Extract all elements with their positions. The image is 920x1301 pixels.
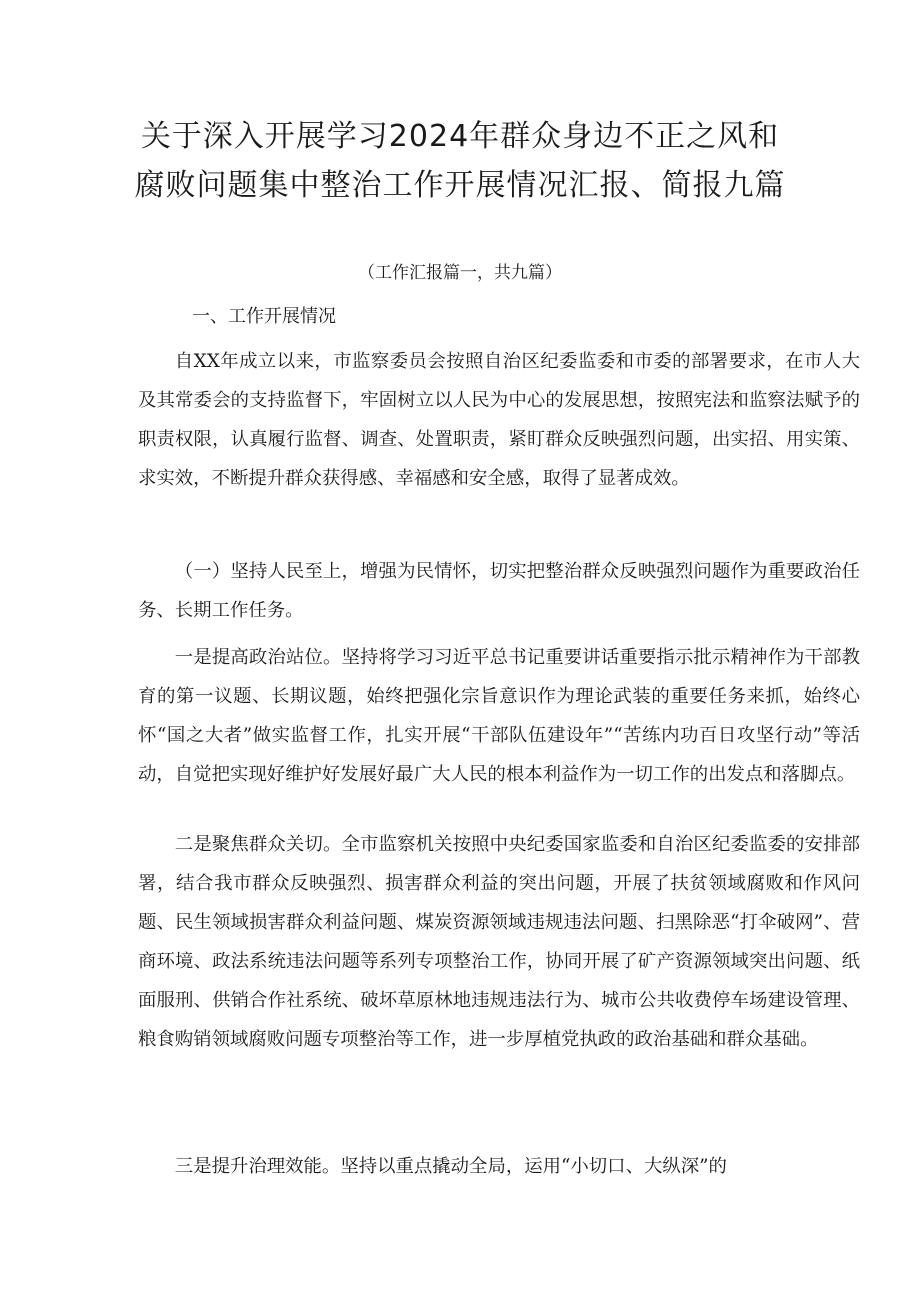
paragraph-point-3: 三是提升治理效能。坚持以重点撬动全局，运用“小切口、大纵深”的 — [174, 1156, 727, 1177]
paragraph-intro: 自XX年成立以来，市监察委员会按照自治区纪委监委和市委的部署要求，在市人大及其常委会的支持监督下，牢固树立以人民为中心的发展思想，按照宪法和监察法赋予的职责权限，认真履行监督、调查、处置职责，紧盯群众反映强烈问题，出实招、用实策、求实效，不断提升群众获得感、幸福感和安全感，取得了显著成效。 — [138, 351, 860, 489]
paragraph-point-2: 二是聚焦群众关切。全市监察机关按照中央纪委国家监委和自治区纪委监委的安排部署，结合我市群众反映强烈、损害群众利益的突出问题，开展了扶贫领域腐败和作风问题、民生领域损害群众利益问题、煤炭资源领域违规违法问题、扫黑除恶“打伞破网”、营商环境、政法系统违法问题等系列专项整治工作，协同开展了矿产资源领域突出问题、纸面服刑、供销合作社系统、破坏草原林地违规违法行为、城市公共收费停车场建设管理、粮食购销领域腐败问题专项整治等工作，进一步厚植党执政的政治基础和群众基础。 — [138, 834, 860, 1050]
section-heading: 一、工作开展情况 — [192, 306, 336, 327]
document-title-line-2: 腐败问题集中整治工作开展情况汇报、简报九篇 — [134, 168, 786, 203]
paragraph-subsection-1: （一）坚持人民至上，增强为民情怀，切实把整治群众反映强烈问题作为重要政治任务、长期工作任务。 — [138, 561, 860, 621]
paragraph-point-1: 一是提高政治站位。坚持将学习习近平总书记重要讲话重要指示批示精神作为干部教育的第一议题、长期议题，始终把强化宗旨意识作为理论武装的重要任务来抓，始终心怀“国之大者”做实监督工作，扎实开展“干部队伍建设年”“苦练内功百日攻坚行动”等活动，自觉把实现好维护好发展好最广大人民的根本利益作为一切工作的出发点和落脚点。 — [138, 647, 860, 785]
document-title-line-1: 关于深入开展学习2024年群众身边不正之风和 — [140, 119, 780, 154]
document-subtitle: （工作汇报篇一，共九篇） — [358, 263, 562, 283]
